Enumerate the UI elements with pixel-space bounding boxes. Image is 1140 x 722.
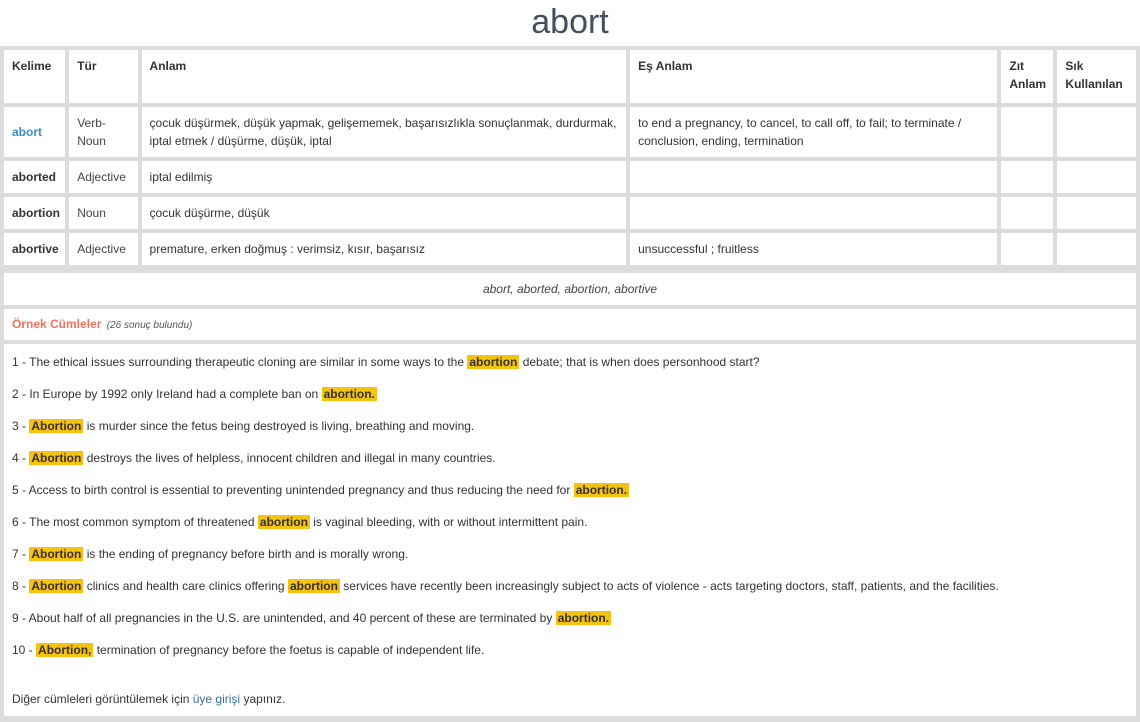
type-cell: Adjective xyxy=(69,233,137,265)
example-sentence: 4 - Abortion destroys the lives of helpless, innocent children and illegal in many countries. xyxy=(12,451,496,465)
header-word: Kelime xyxy=(4,50,65,103)
example-sentence: 8 - Abortion clinics and health care clinics offering abortion services have recently been increasingly subject to acts of violence - acts targeting doctors, staff, patients, and the facilities. xyxy=(12,579,999,593)
highlighted-term: Abortion, xyxy=(38,643,92,657)
highlighted-term: Abortion xyxy=(31,451,82,465)
header-type: Tür xyxy=(69,50,137,103)
synonym-cell xyxy=(630,197,997,229)
table-header-row xyxy=(4,50,1136,103)
antonym-cell xyxy=(1001,197,1053,229)
examples-count: (26 sonuç bulundu) xyxy=(106,320,193,331)
highlighted-term: abortion xyxy=(469,355,518,369)
page-title: abort xyxy=(531,3,609,41)
example-sentence: 5 - Access to birth control is essential to preventing unintended pregnancy and thus reducing the need for abortion. xyxy=(12,483,628,497)
word-cell: abortive xyxy=(4,233,65,265)
meaning-cell: premature, erken doğmuş : verimsiz, kısır, başarısız xyxy=(142,233,627,265)
examples-list xyxy=(4,344,1136,716)
login-prompt: Diğer cümleleri görüntülemek için üye girişi yapınız. xyxy=(12,692,286,706)
word-cell: abortion xyxy=(4,197,65,229)
type-cell: Adjective xyxy=(69,161,137,193)
highlighted-term: Abortion xyxy=(31,419,82,433)
member-login-link[interactable]: üye girişi xyxy=(192,692,241,706)
antonym-cell xyxy=(1001,107,1053,157)
word-table xyxy=(0,46,1140,269)
header-synonym: Eş Anlam xyxy=(630,50,997,103)
highlighted-term: Abortion xyxy=(31,547,82,561)
example-sentence: 9 - About half of all pregnancies in the U.S. are unintended, and 40 percent of these are terminated by abortion. xyxy=(12,611,610,625)
meaning-cell: çocuk düşürme, düşük xyxy=(142,197,627,229)
table-row xyxy=(4,233,1136,265)
highlighted-term: Abortion xyxy=(31,579,82,593)
meaning-cell: çocuk düşürmek, düşük yapmak, gelişememek, başarısızlıkla sonuçlanmak, durdurmak, iptal etmek / düşürme, düşük, iptal xyxy=(142,107,627,157)
header-common: Sık Kullanılan xyxy=(1057,50,1136,103)
meaning-cell: iptal edilmiş xyxy=(142,161,627,193)
synonym-cell: to end a pregnancy, to cancel, to call off, to fail; to terminate / conclusion, ending, termination xyxy=(630,107,997,157)
highlighted-term: abortion. xyxy=(323,387,375,401)
highlighted-term: abortion. xyxy=(557,611,610,625)
word-link-abort[interactable]: abort xyxy=(12,125,42,139)
example-sentence: 7 - Abortion is the ending of pregnancy before birth and is morally wrong. xyxy=(12,547,409,561)
highlighted-term: abortion xyxy=(289,579,338,593)
synonym-cell xyxy=(630,161,997,193)
common-cell xyxy=(1057,197,1136,229)
highlighted-term: abortion xyxy=(259,515,308,529)
dictionary-panel xyxy=(0,46,1140,722)
header-meaning: Anlam xyxy=(142,50,627,103)
examples-header xyxy=(4,309,1136,340)
highlighted-term: abortion. xyxy=(575,483,628,497)
word-cell: aborted xyxy=(4,161,65,193)
antonym-cell xyxy=(1001,233,1053,265)
table-row xyxy=(4,161,1136,193)
word-forms: abort, aborted, abortion, abortive xyxy=(4,273,1136,305)
example-sentence: 6 - The most common symptom of threatened abortion is vaginal bleeding, with or without intermittent pain. xyxy=(12,515,588,529)
table-row xyxy=(4,197,1136,229)
example-sentence: 3 - Abortion is murder since the fetus being destroyed is living, breathing and moving. xyxy=(12,419,475,433)
example-sentence: 10 - Abortion, termination of pregnancy before the foetus is capable of independent life. xyxy=(12,643,485,657)
type-cell: Verb-Noun xyxy=(69,107,137,157)
example-sentence: 1 - The ethical issues surrounding therapeutic cloning are similar in some ways to the abortion debate; that is when does personhood start? xyxy=(12,355,760,369)
common-cell xyxy=(1057,233,1136,265)
common-cell xyxy=(1057,107,1136,157)
type-cell: Noun xyxy=(69,197,137,229)
synonym-cell: unsuccessful ; fruitless xyxy=(630,233,997,265)
table-row xyxy=(4,107,1136,157)
example-sentence: 2 - In Europe by 1992 only Ireland had a complete ban on abortion. xyxy=(12,387,375,401)
antonym-cell xyxy=(1001,161,1053,193)
common-cell xyxy=(1057,161,1136,193)
header-antonym: Zıt Anlam xyxy=(1001,50,1053,103)
examples-label: Örnek Cümleler xyxy=(12,317,102,331)
